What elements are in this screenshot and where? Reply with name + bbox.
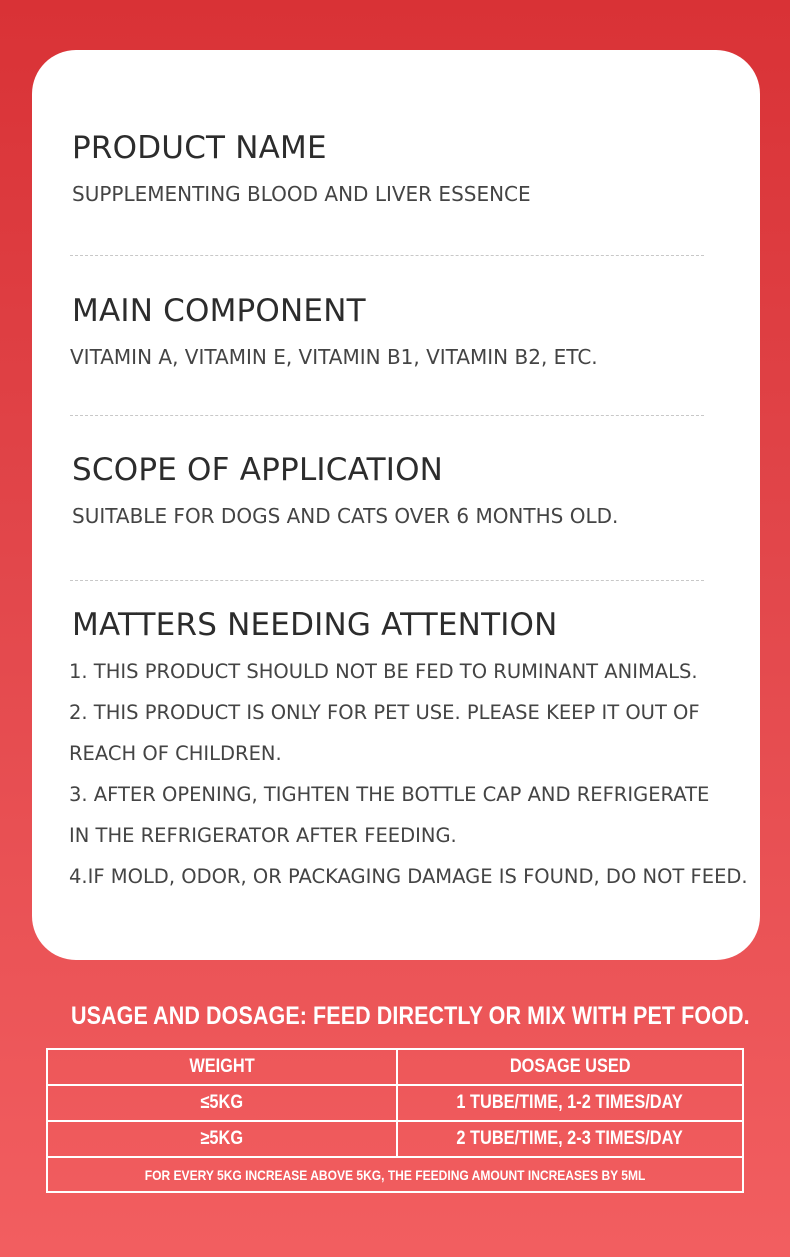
section-title: SCOPE OF APPLICATION xyxy=(72,452,444,488)
table-cell xyxy=(47,1085,397,1121)
table-header-row xyxy=(47,1049,743,1085)
weight-value: ≤5KG xyxy=(200,1092,244,1113)
list-item: 3. AFTER OPENING, TIGHTEN THE BOTTLE CAP AND REFRIGERATE IN THE REFRIGERATOR AFTER FEEDING. xyxy=(69,783,710,847)
weight-value: ≥5KG xyxy=(200,1128,244,1149)
dosage-value: 2 TUBE/TIME, 2-3 TIMES/DAY xyxy=(456,1128,684,1149)
product-name-section xyxy=(72,130,740,206)
header-weight: WEIGHT xyxy=(189,1056,255,1077)
table-header-cell xyxy=(47,1049,397,1085)
table-cell xyxy=(397,1085,743,1121)
info-card xyxy=(32,50,760,960)
list-item: 2. THIS PRODUCT IS ONLY FOR PET USE. PLEASE KEEP IT OUT OF REACH OF CHILDREN. xyxy=(69,701,700,765)
section-title: MATTERS NEEDING ATTENTION xyxy=(72,607,558,643)
table-row xyxy=(47,1121,743,1157)
main-component-section xyxy=(72,293,740,369)
table-cell xyxy=(47,1121,397,1157)
section-title: MAIN COMPONENT xyxy=(72,293,366,329)
dashed-divider xyxy=(70,255,704,256)
usage-title: USAGE AND DOSAGE: FEED DIRECTLY OR MIX WITH PET FOOD. xyxy=(71,1002,750,1030)
table-cell xyxy=(397,1121,743,1157)
section-text: VITAMIN A, VITAMIN E, VITAMIN B1, VITAMIN B2, ETC. xyxy=(70,345,598,369)
dashed-divider xyxy=(70,580,704,581)
table-note: FOR EVERY 5KG INCREASE ABOVE 5KG, THE FEEDING AMOUNT INCREASES BY 5ML xyxy=(144,1166,646,1183)
table-note-cell xyxy=(47,1157,743,1192)
dosage-table xyxy=(46,1048,744,1193)
section-text: SUITABLE FOR DOGS AND CATS OVER 6 MONTHS OLD. xyxy=(72,504,619,528)
list-item: 1. THIS PRODUCT SHOULD NOT BE FED TO RUMINANT ANIMALS. xyxy=(69,660,698,683)
header-dosage: DOSAGE USED xyxy=(509,1056,631,1077)
list-item: 4.IF MOLD, ODOR, OR PACKAGING DAMAGE IS FOUND, DO NOT FEED. xyxy=(69,865,748,888)
table-header-cell xyxy=(397,1049,743,1085)
table-note-row xyxy=(47,1157,743,1192)
section-text: SUPPLEMENTING BLOOD AND LIVER ESSENCE xyxy=(72,182,531,206)
table-row xyxy=(47,1085,743,1121)
section-title: PRODUCT NAME xyxy=(72,130,327,166)
scope-section xyxy=(72,452,740,528)
attention-list xyxy=(69,651,760,897)
dashed-divider xyxy=(70,415,704,416)
attention-section xyxy=(69,607,760,897)
dosage-value: 1 TUBE/TIME, 1-2 TIMES/DAY xyxy=(456,1092,684,1113)
